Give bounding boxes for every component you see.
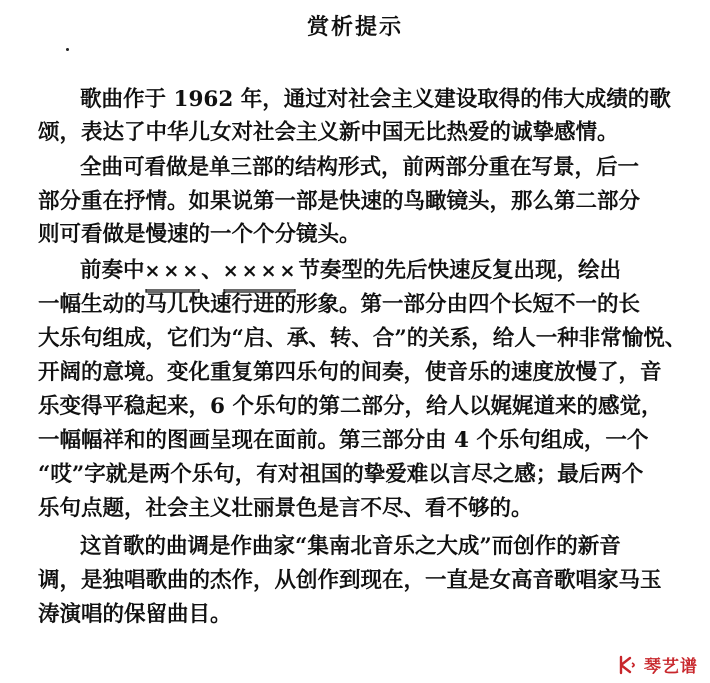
watermark-text: 琴艺谱 — [644, 657, 698, 677]
rhythm-pattern-1 — [145, 255, 202, 288]
p2-line-3: 则可看做是慢速的一个个分镜头。 — [38, 222, 361, 247]
p3-line-4: 开阔的意境。变化重复第四乐句的间奏，使音乐的速度放慢了，音 — [38, 360, 662, 385]
stray-dot — [66, 48, 69, 51]
p1-line-1: 歌曲作于 1962 年，通过对社会主义建设取得的伟大成绩的歌 — [80, 87, 671, 112]
p2-line-2: 部分重在抒情。如果说第一部是快速的鸟瞰镜头，那么第二部分 — [38, 189, 641, 214]
rhythm-pattern-1-text: ××× — [144, 260, 202, 282]
p1-line-2: 颂，表达了中华儿女对社会主义新中国无比热爱的诚挚感情。 — [38, 120, 619, 145]
p3-line-7: “哎”字就是两个乐句，有对祖国的挚爱难以言尽之感；最后两个 — [38, 462, 644, 487]
p3-line-2: 一幅生动的马儿快速行进的形象。第一部分由四个长短不一的长 — [38, 292, 641, 317]
p3-line-1-sep: 、 — [201, 258, 223, 283]
p4-line-2: 调，是独唱歌曲的杰作，从创作到现在，一直是女高音歌唱家马玉 — [38, 568, 662, 593]
p4-line-3: 涛演唱的保留曲目。 — [38, 602, 232, 627]
p3-line-1 — [38, 254, 710, 288]
p4-line-1: 这首歌的曲调是作曲家“集南北音乐之大成”而创作的新音 — [80, 534, 621, 559]
rhythm-pattern-2-text: ×××× — [222, 260, 299, 282]
p3-line-1-lead: 前奏中 — [80, 258, 145, 283]
p2-line-1: 全曲可看做是单三部的结构形式，前两部分重在写景，后一 — [80, 155, 640, 180]
watermark — [618, 652, 698, 677]
music-logo-icon — [618, 655, 640, 675]
p3-line-1-rest: 节奏型的先后快速反复出现，绘出 — [298, 258, 621, 283]
p3-line-3: 大乐句组成，它们为“启、承、转、合”的关系，给人一种非常愉悦、 — [38, 326, 687, 351]
p3-line-5: 乐变得平稳起来，6 个乐句的第二部分，给人以娓娓道来的感觉， — [38, 394, 663, 419]
page-title: 赏析提示 — [306, 15, 403, 40]
p3-line-6: 一幅幅祥和的图画呈现在面前。第三部分由 4 个乐句组成，一个 — [38, 428, 649, 453]
rhythm-pattern-2 — [223, 255, 299, 288]
p3-line-8: 乐句点题，社会主义壮丽景色是言不尽、看不够的。 — [38, 496, 533, 521]
